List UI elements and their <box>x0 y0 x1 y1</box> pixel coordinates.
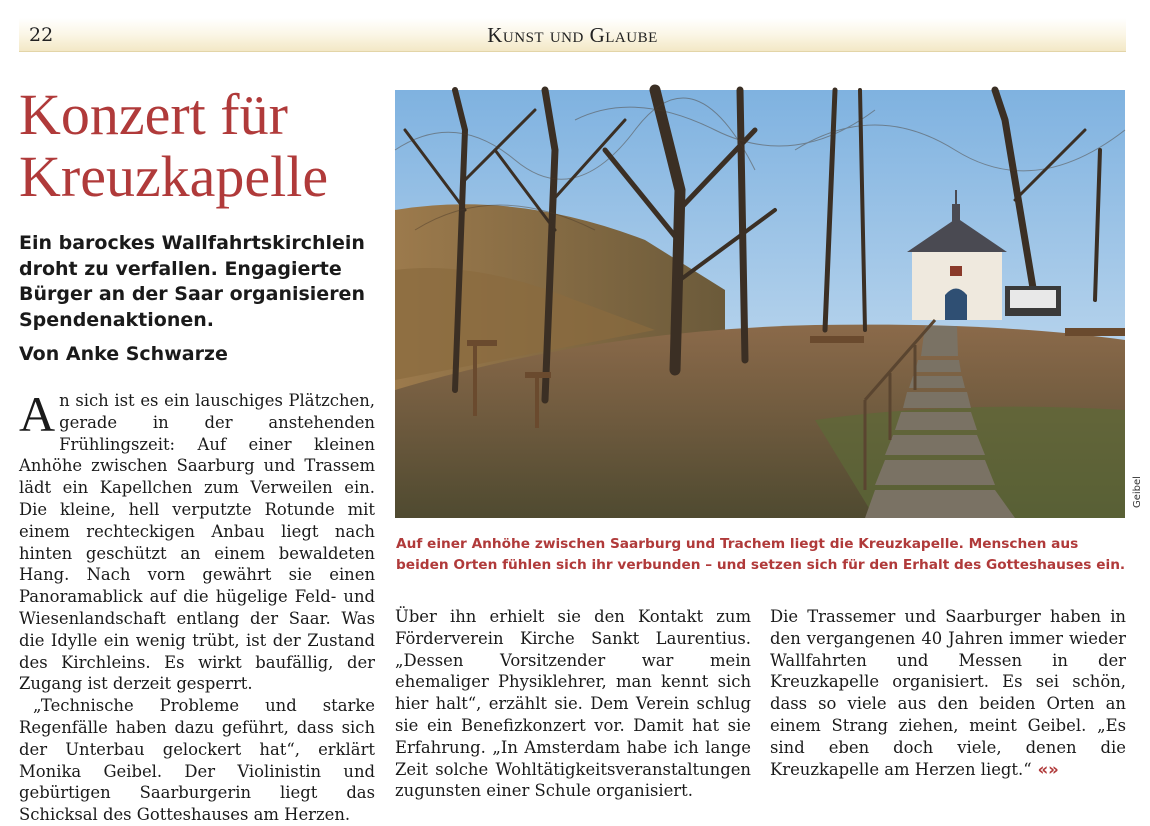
drop-cap: A <box>19 386 56 442</box>
end-mark: «» <box>1037 759 1059 779</box>
page-number: 22 <box>29 24 54 46</box>
photo-caption: Auf einer Anhöhe zwischen Saarburg und Trachem liegt die Kreuzkapelle. Menschen aus beiden Orten fühlen sich ihr verbunden – und setzen sich für den Erhalt des Gotteshauses ein. <box>396 536 1126 573</box>
photo-credit: Geibel <box>1132 476 1143 508</box>
paragraph-text: Die Trassemer und Saarburger haben in den vergangenen 40 Jahren immer wieder Wallfahrten und Messen in der Kreuzkapelle organisiert. Es sei schön, dass so viele aus den beiden Orten an einem Strang ziehen, meint Geibel. „Es sind eben doch viele, denen die Kreuzkapelle am Herzen liegt.“ <box>770 607 1126 779</box>
paragraph: Über ihn erhielt sie den Kontakt zum Förderverein Kirche Sankt Laurentius. „Dessen Vorsitzender war mein ehemaliger Physiklehrer, man kennt sich hier halt“, erzählt sie. Dem Verein schlug sie ein Benefizkonzert vor. Damit hat sie Erfahrung. „In Amsterdam habe ich lange Zeit solche Wohltätigkeitsveranstaltungen zugunsten einer Schule organisiert. <box>395 607 751 801</box>
paragraph: „Technische Probleme und starke Regenfälle haben dazu geführt, dass sich der Unterbau gelockert hat“, erklärt Monika Geibel. Der Violinistin und gebürtigen Saarburgerin liegt das Schicksal des Gotteshauses am Herzen. <box>19 696 375 825</box>
section-title: Kunst und Glaube <box>487 23 658 47</box>
paragraph <box>19 386 375 695</box>
text-column-3 <box>770 606 1126 778</box>
paragraph <box>770 606 1126 780</box>
paragraph-text: n sich ist es ein lauschiges Plätzchen, gerade in der anstehenden Frühlingszeit: Auf einer kleinen Anhöhe zwischen Saarburg und Trassem lädt ein Kapellchen zum Verweilen ein. Die kleine, hell verputzte Rotunde mit einem rechteckigen Anbau liegt nach hinten geschützt an einem bewaldeten Hang. Nach vorn gewährt sie einen Panoramablick auf die hügelige Feld- und Wiesenlandschaft entlang der Saar. Was die Idylle ein wenig trübt, ist der Zustand des Kirchleins. Es wirkt baufällig, der Zugang ist derzeit gesperrt. <box>19 391 375 694</box>
page-header <box>19 18 1126 52</box>
article-author: Von Anke Schwarze <box>19 343 228 365</box>
article-headline: Konzert für Kreuzkapelle <box>19 82 329 209</box>
text-column-2 <box>395 606 751 801</box>
text-column-1 <box>19 386 375 825</box>
chapel-photo <box>395 90 1125 518</box>
article-subtitle: Ein barockes Wallfahrtskirchlein droht zu verfallen. Engagierte Bürger an der Saar organisieren Spendenaktionen. <box>19 232 365 331</box>
